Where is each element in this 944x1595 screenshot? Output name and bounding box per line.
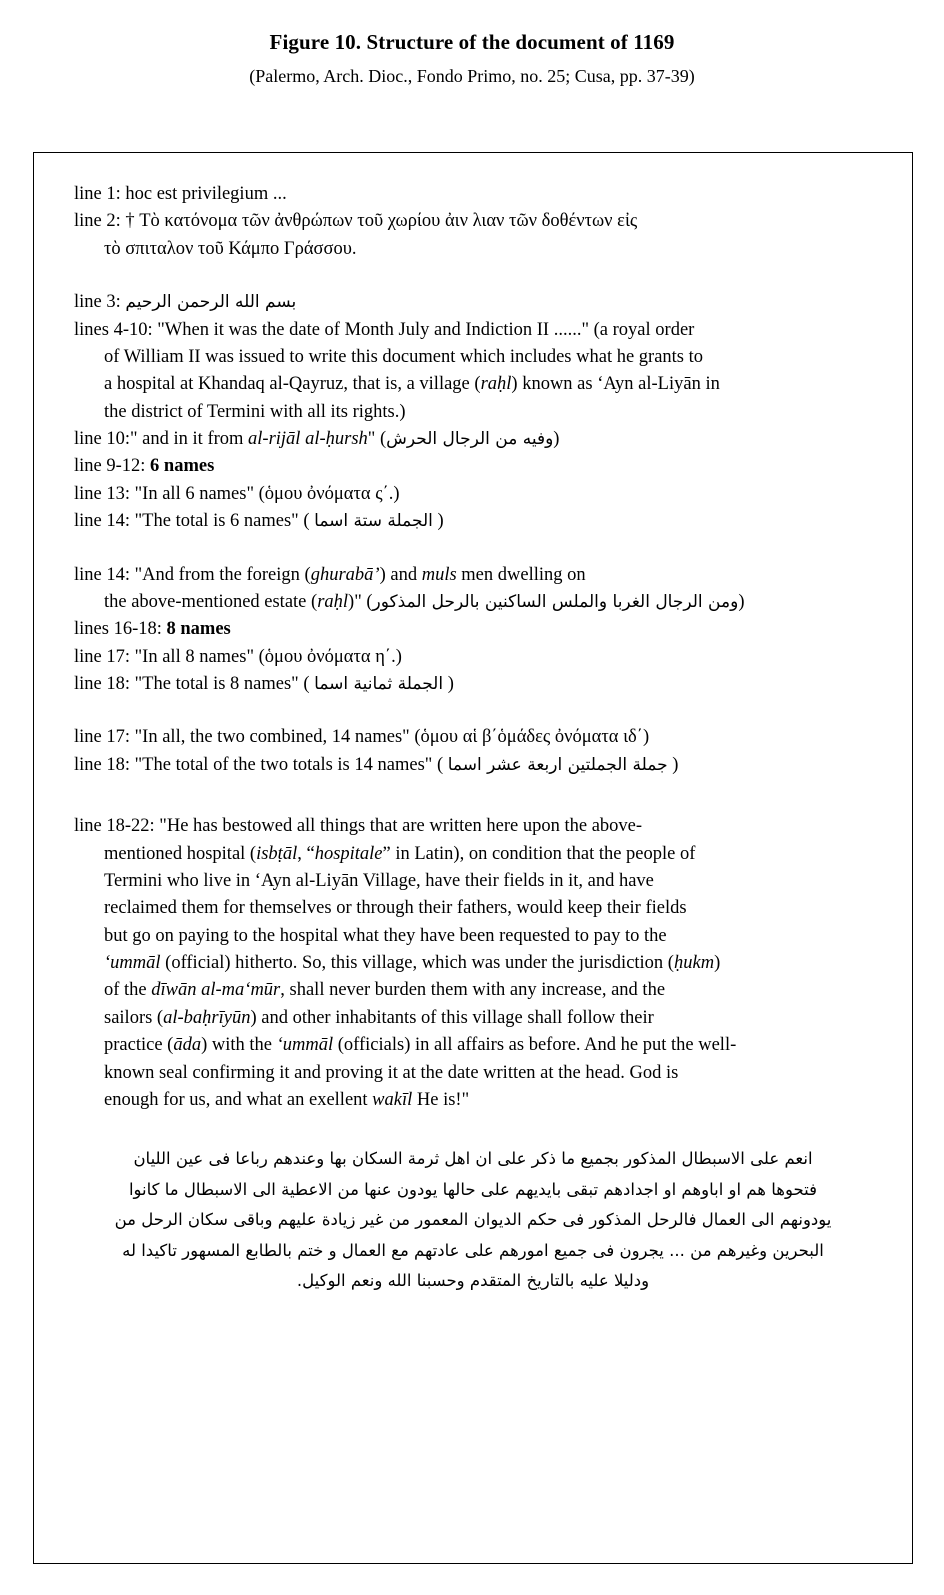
- line-17-combined: line 17: "In all, the two combined, 14 names" (ὁμου αἱ β΄ὁμάδες ὀνόματα ιδ΄): [74, 727, 650, 748]
- lines-4-10-part-4: the district of Termini with all its rights.): [104, 401, 406, 422]
- l11-post: He is!": [412, 1089, 470, 1110]
- lines-18-22-l4: reclaimed them for themselves or through their fathers, would keep their fields: [104, 898, 687, 919]
- lines-4-10-part-2: of William II was issued to write this document which includes what he grants to: [104, 346, 704, 367]
- spacer-4: [74, 779, 872, 813]
- lines-18-22-l3: Termini who live in ʻAyn al-Liyān Village, have their fields in it, and have: [104, 870, 654, 891]
- line-13: line 13: "In all 6 names" (ὁμου ὀνόματα ς΄.): [74, 483, 400, 504]
- line-14-b-post: )" (: [348, 591, 373, 612]
- arabic-line-2: فتحوها هم او اباوهم او اجدادهم تبقى بايديهم على حالها يودون عنها من الاعطية الى الاسبطال ما كانوا: [128, 1179, 818, 1199]
- line-18-b-pre: line 18: "The total of the two totals is 14 names" (: [74, 754, 448, 775]
- l2-pre: mentioned hospital (: [104, 843, 257, 864]
- l6-post: (official) hitherto. So, this village, which was under the jurisdiction (: [160, 953, 674, 973]
- l8-post: ) and other inhabitants of this village shall follow their: [250, 1007, 654, 1028]
- l2-mid: , “: [297, 843, 315, 864]
- line-14-total-arabic: الجملة ستة اسما: [314, 511, 433, 532]
- line-18-combined: [74, 752, 872, 779]
- term-isbtal: isbṭāl: [256, 843, 298, 864]
- lines-9-12-count: 6 names: [150, 456, 215, 477]
- term-ummal-2: ʻummāl: [276, 1035, 334, 1056]
- term-hospitale: hospitale: [314, 843, 383, 864]
- lines-4-10-part-1: lines 4-10: "When it was the date of Month July and Indiction II ......" (a royal order: [74, 319, 695, 340]
- line-3-arabic: بسم الله الرحمن الرحيم: [125, 292, 297, 313]
- document-structure-body: [74, 181, 872, 1297]
- lines-18-22-l8: [74, 1005, 872, 1032]
- line-14-total: [74, 508, 872, 535]
- l7-pre: of the: [104, 980, 152, 1001]
- lines-16-18-count: 8 names: [166, 619, 231, 640]
- line-14-total-post: ): [432, 511, 444, 532]
- l7-post: , shall never burden them with any increase, and the: [280, 980, 666, 1001]
- lines-18-22-l10: known seal confirming it and proving it at the date written at the head. God is: [104, 1062, 679, 1083]
- line-14-b-end: ): [738, 591, 745, 612]
- lines-4-10-part-3-pre: a hospital at Khandaq al-Qayruz, that is, a village (: [104, 374, 481, 395]
- line-14-a-mid: ) and: [379, 564, 422, 585]
- l9-mid: ) with the: [201, 1035, 277, 1056]
- line-3-label: line 3:: [74, 292, 121, 313]
- line-10-end: ): [553, 429, 560, 449]
- arabic-line-4: البحرين وغيرهم من ... يجرون فى جميع امورهم على عادتهم مع العمال و ختم بالطابع المسهور تاكيدا له: [122, 1240, 824, 1260]
- lines-4-10-part-3-post: ) known as ʻAyn al-Liyān in: [511, 374, 720, 395]
- line-2-part-2: τὸ σπιταλον τοῦ Κάμπο Γράσσου.: [104, 238, 357, 259]
- term-wakil: wakīl: [372, 1089, 413, 1110]
- line-18-eight: [74, 671, 872, 698]
- figure-title: Figure 10. Structure of the document of 1169: [269, 30, 675, 54]
- l11-pre: enough for us, and what an exellent: [104, 1089, 373, 1110]
- line-10-pre: line 10:" and in it from: [74, 429, 249, 449]
- term-rahl-2: raḥl: [317, 591, 349, 612]
- figure-frame: [33, 152, 913, 1564]
- lines-9-12-pre: line 9-12:: [74, 456, 151, 477]
- line-18-b-arabic: جملة الجملتين اربعة عشر اسما: [447, 754, 668, 775]
- term-muls: muls: [421, 564, 457, 585]
- l9-post: (officials) in all affairs as before. And he put the well-: [333, 1035, 737, 1056]
- l6-end: ): [714, 953, 721, 973]
- lines-18-22-l9: [74, 1032, 872, 1059]
- term-ghuraba: ghurabāʼ: [310, 564, 380, 585]
- figure-subtitle: (Palermo, Arch. Dioc., Fondo Primo, no. 25; Cusa, pp. 37-39): [249, 66, 695, 86]
- line-1: line 1: hoc est privilegium ...: [74, 184, 287, 204]
- lines-18-22-l2: [74, 841, 872, 868]
- lines-18-22-l5: but go on paying to the hospital what they have been requested to pay to the: [104, 925, 667, 946]
- figure-page: [0, 30, 944, 1595]
- line-14-a-pre: line 14: "And from the foreign (: [74, 564, 311, 585]
- lines-16-18: [74, 616, 872, 643]
- line-14-foreign-part-2: [74, 589, 872, 616]
- arabic-line-1: انعم على الاسبطال المذكور بجميع ما ذكر على ان اهل ثرمة السكان بها وعندهم رباعا فى عين الليان: [133, 1149, 813, 1169]
- term-diwan-al-mamur: dīwān al-maʻmūr: [151, 980, 281, 1001]
- l8-pre: sailors (: [104, 1007, 164, 1028]
- line-14-foreign-part-1: [74, 562, 872, 589]
- term-al-bahriyun: al-baḥrīyūn: [163, 1007, 251, 1028]
- l2-post: ” in Latin), on condition that the people of: [382, 843, 696, 864]
- line-10: [74, 426, 872, 453]
- term-ada: āda: [173, 1035, 202, 1056]
- arabic-original-block: [74, 1144, 872, 1297]
- line-14-b-pre: the above-mentioned estate (: [104, 591, 318, 612]
- l9-pre: practice (: [104, 1035, 174, 1056]
- line-17-eight: line 17: "In all 8 names" (ὁμου ὀνόματα η΄.): [74, 646, 402, 667]
- lines-18-22-l7: [74, 977, 872, 1004]
- term-rahl: raḥl: [480, 374, 512, 395]
- lines-4-10-part-3: [74, 371, 872, 398]
- lines-16-18-pre: lines 16-18:: [74, 619, 167, 640]
- line-14-a-post: men dwelling on: [456, 564, 586, 585]
- line-10-post: " (: [367, 429, 387, 449]
- lines-9-12: [74, 453, 872, 480]
- line-18-b-post: ): [667, 754, 679, 775]
- arabic-line-5: ودليلا عليه بالتاريخ المتقدم وحسبنا الله ونعم الوكيل.: [296, 1271, 650, 1291]
- spacer-3: [74, 698, 872, 724]
- line-18-a-pre: line 18: "The total is 8 names" (: [74, 674, 315, 694]
- term-hukm: ḥukm: [673, 953, 715, 973]
- term-ummal: ʻummāl: [104, 953, 161, 973]
- spacer-1: [74, 263, 872, 289]
- line-18-a-post: ): [443, 674, 454, 694]
- line-14-b-arabic: ومن الرجال الغربا والملس الساكنين بالرحل المذكور: [372, 591, 739, 612]
- line-18-a-arabic: الجملة ثمانية اسما: [314, 674, 444, 694]
- lines-18-22-l6: [74, 950, 872, 977]
- arabic-line-3: يودونهم الى العمال فالرحل المذكور فى حكم الديوان المعمور من غير زيادة عليهم وباقى سكان الرحل من: [114, 1210, 832, 1230]
- line-3: [74, 289, 872, 316]
- spacer-2: [74, 536, 872, 562]
- line-2-part-1: line 2: † Τὸ κατόνομα τῶν ἀνθρώπων τοῦ χωρίου ἀιν λιαν τῶν δοθέντων εἰς: [74, 211, 638, 232]
- term-al-rijal-al-hursh: al-rijāl al-ḥursh: [248, 429, 368, 449]
- lines-18-22-l1: line 18-22: "He has bestowed all things that are written here upon the above-: [74, 816, 643, 837]
- lines-18-22-l11: [74, 1087, 872, 1114]
- line-10-arabic: وفيه من الرجال الحرش: [386, 429, 554, 449]
- line-14-total-pre: line 14: "The total is 6 names" (: [74, 511, 315, 532]
